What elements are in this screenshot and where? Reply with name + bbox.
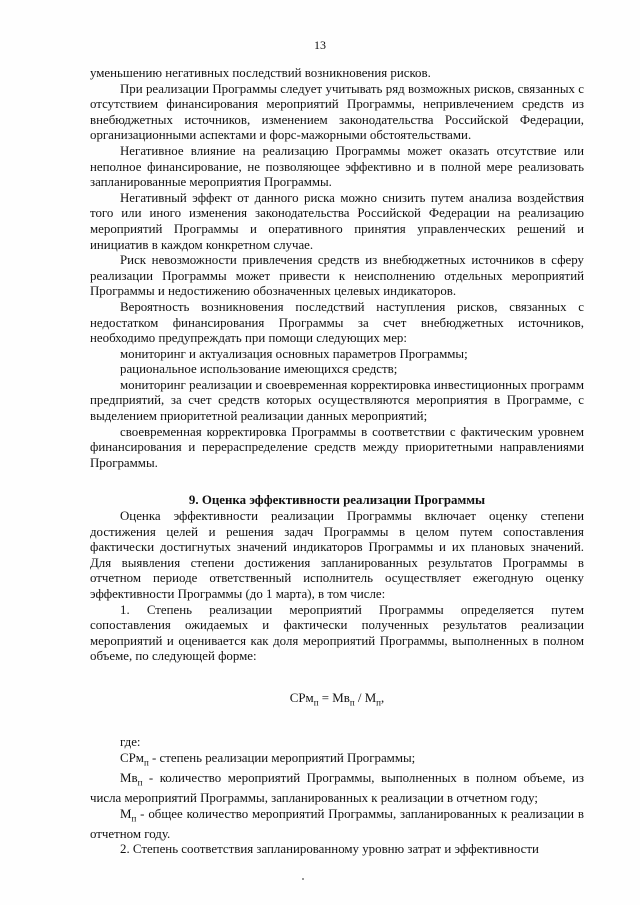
formula-den: М — [364, 690, 377, 705]
definition-text: - общее количество мероприятий Программы, запланированных к реализации в отчетном году. — [90, 806, 584, 841]
paragraph: Негативный эффект от данного риска можно снизить путем анализа воздействия того или иного изменения законодательства Российской Федерации на реализацию мероприятий Программы и оперативного принятия управленческих решений и инициатив в каждом конкретном случае. — [90, 190, 584, 252]
paragraph: Оценка эффективности реализации Программы включает оценку степени достижения целей и решения задач Программы в целом путем сопоставления фактически достигнутых значений индикаторов Программы и их плановых значений. Для выявления степени достижения запланированных результатов Программы в отчетном периоде ответственный исполнитель осуществляет ежегодную оценку эффективности Программы (до 1 марта), в том числе: — [90, 509, 584, 601]
paragraph: Вероятность возникновения последствий наступления рисков, связанных с недостатком финансирования Программы за счет внебюджетных источников, необходимо предупреждать при помощи следующих мер: — [90, 299, 584, 346]
paragraph: своевременная корректировка Программы в соответствии с фактическим уровнем финансирования и перераспределение средств между приоритетными направлениями Программы. — [90, 424, 584, 470]
formula-num-sub: п — [349, 697, 355, 708]
definition-term: Мв — [120, 770, 138, 785]
formula-lhs: СРм — [289, 690, 314, 705]
definition-term-sub: п — [131, 813, 137, 824]
risk-section — [90, 66, 584, 471]
paragraph: Риск невозможности привлечения средств из внебюджетных источников в сферу реализации Программы может привести к неисполнению отдельных мероприятий Программы и недостижению обозначенных целевых индикаторов. — [90, 253, 584, 299]
paragraph: мониторинг реализации и своевременная корректировка инвестиционных программ предприятий, за счет средств которых осуществляются мероприятия в Программе, с выделением приоритетной реализации данных мероприятий; — [90, 377, 584, 424]
formula — [90, 691, 584, 711]
definition-term: СРм — [120, 750, 144, 765]
definition-item — [90, 751, 584, 771]
last-paragraph: 2. Степень соответствия запланированному уровню затрат и эффективности — [120, 842, 539, 857]
definition-text: - степень реализации мероприятий Программы; — [148, 750, 416, 765]
definitions — [90, 735, 584, 858]
definition-text: - количество мероприятий Программы, выполненных в полном объеме, из числа мероприятий Программы, запланированных к реализации в отчетном году; — [90, 770, 584, 806]
definition-term-sub: п — [143, 757, 149, 768]
formula-den-sub: п — [376, 697, 381, 708]
definition-item — [90, 807, 584, 843]
definition-term-sub: п — [137, 777, 143, 788]
document-body — [90, 66, 584, 858]
section-heading: 9. Оценка эффективности реализации Программы — [188, 493, 486, 508]
formula-num: Мв — [332, 690, 350, 705]
definition-term: М — [120, 806, 132, 821]
paragraph: При реализации Программы следует учитывать ряд возможных рисков, связанных с отсутствием финансирования мероприятий Программы, непривлечением средств из внебюджетных источников, изменением законодательства Российской Федерации, организационными аспектами и форс-мажорными обстоятельствами. — [90, 81, 584, 143]
definition-list — [90, 751, 584, 843]
definition-item — [90, 771, 584, 807]
paragraph: мониторинг и актуализация основных параметров Программы; — [120, 346, 468, 361]
scan-speck — [302, 878, 304, 880]
evaluation-section — [90, 509, 584, 665]
formula-lhs-sub: п — [313, 697, 319, 708]
formula-tail: , — [380, 690, 385, 705]
paragraph: Негативное влияние на реализацию Программы может оказать отсутствие или неполное финансирование, не позволяющее эффективно и в полной мере реализовать запланированные мероприятия Программы. — [90, 143, 584, 190]
formula-eq: = — [318, 690, 333, 705]
page-number: 13 — [314, 38, 326, 52]
paragraph: рациональное использование имеющихся средств; — [120, 362, 398, 377]
paragraph: 1. Степень реализации мероприятий Программы определяется путем сопоставления ожидаемых и фактически полученных результатов реализации мероприятий и оценивается как доля мероприятий Программы, выполненных в полном объеме, по следующей форме: — [90, 602, 584, 664]
formula-div: / — [354, 690, 365, 705]
where-label: где: — [120, 735, 141, 750]
paragraph: уменьшению негативных последствий возникновения рисков. — [90, 66, 431, 80]
